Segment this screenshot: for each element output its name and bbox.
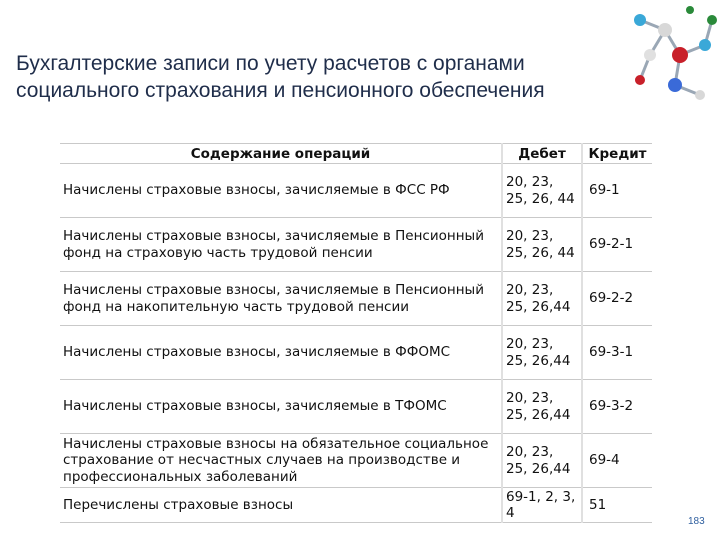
debit-cell: 20, 23, 25, 26,44 [502, 272, 582, 326]
operation-cell: Начислены страховые взносы, зачисляемые в ФФОМС [60, 326, 502, 380]
credit-cell: 69-2-2 [582, 272, 652, 326]
debit-cell: 20, 23, 25, 26,44 [502, 380, 582, 434]
debit-cell: 20, 23, 25, 26, 44 [502, 218, 582, 272]
credit-cell: 69-4 [582, 434, 652, 488]
table-row [60, 272, 652, 326]
operation-cell: Начислены страховые взносы, зачисляемые в ТФОМС [60, 380, 502, 434]
table-row [60, 488, 652, 523]
operation-cell: Начислены страховые взносы, зачисляемые в Пенсионный фонд на страховую часть трудовой пенсии [60, 218, 502, 272]
debit-cell: 20, 23, 25, 26, 44 [502, 164, 582, 218]
operation-cell: Начислены страховые взносы, зачисляемые в ФСС РФ [60, 164, 502, 218]
table-row [60, 218, 652, 272]
debit-cell: 20, 23, 25, 26,44 [502, 326, 582, 380]
operation-cell: Начислены страховые взносы, зачисляемые в Пенсионный фонд на накопительную часть трудовой пенсии [60, 272, 502, 326]
table-row [60, 326, 652, 380]
slide-title: Бухгалтерские записи по учету расчетов с органами социального страхования и пенсионного обеспечения [16, 52, 545, 102]
credit-cell: 69-3-1 [582, 326, 652, 380]
header-debit: Дебет [502, 144, 582, 164]
credit-cell: 69-2-1 [582, 218, 652, 272]
table-row [60, 434, 652, 488]
table-row [60, 380, 652, 434]
debit-cell: 69-1, 2, 3, 4 [502, 488, 582, 523]
credit-cell: 69-1 [582, 164, 652, 218]
debit-cell: 20, 23, 25, 26,44 [502, 434, 582, 488]
operations-table [60, 143, 652, 523]
header-operation: Содержание операций [60, 144, 502, 164]
page-number: 183 [688, 516, 705, 527]
credit-cell: 51 [582, 488, 652, 523]
table-header-row [60, 144, 652, 164]
operation-cell: Перечислены страховые взносы [60, 488, 502, 523]
molecule-icon [620, 0, 720, 110]
operation-cell: Начислены страховые взносы на обязательное социальное страхование от несчастных случаев на производстве и профессиональных заболеваний [60, 434, 502, 488]
header-credit: Кредит [582, 144, 652, 164]
table-row [60, 164, 652, 218]
credit-cell: 69-3-2 [582, 380, 652, 434]
